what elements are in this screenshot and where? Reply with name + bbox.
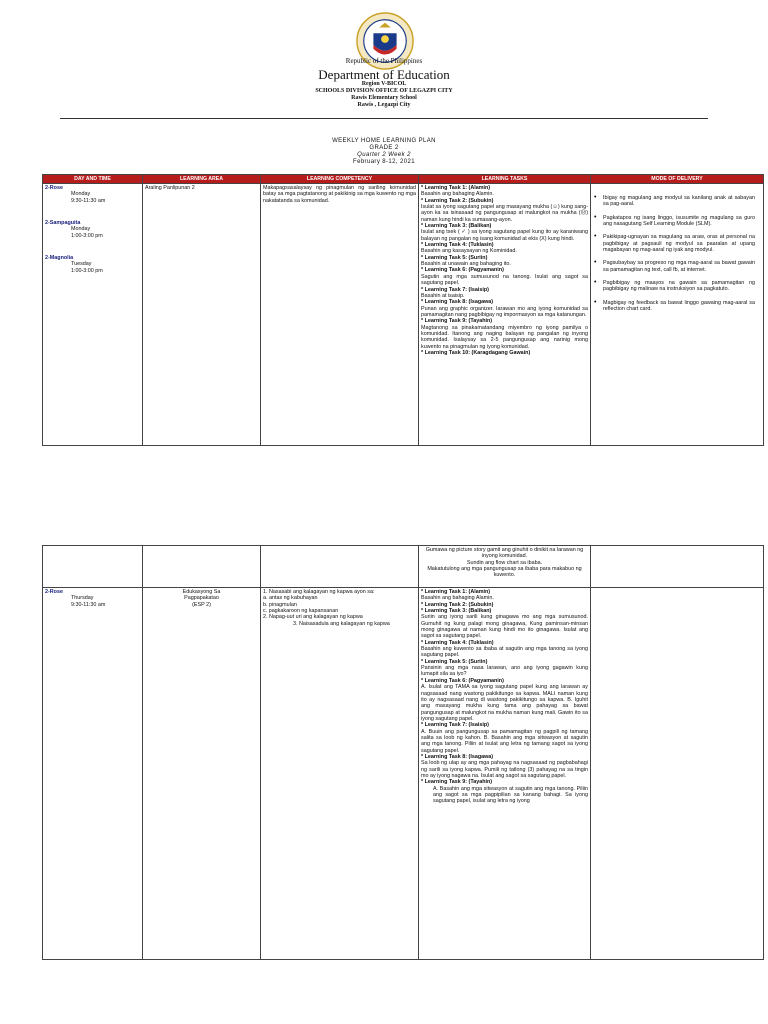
schedule-time: 9:30-11:30 am xyxy=(71,197,106,204)
task-text: Suriin ang iyong sarili kung ginagawa mo ang mga sumusunod. Gumuhit ng kung palagi mong ginagawa, Kung paminsan-minsan mong ginagawa at naman kung hindi mo ito ginagawa. Isulat ang sagot sa sagutang papel. xyxy=(421,614,588,640)
delivery-item: • Magbigay ng feedback sa bawat linggo gawaing mag-aaral sa reflection chart card. xyxy=(603,300,761,313)
learning-plan-table-2 xyxy=(42,545,764,960)
plan-title: WEEKLY HOME LEARNING PLAN xyxy=(332,138,436,144)
task-text: Punan ang graphic organizer. Iarawan mo ang iyong komunidad sa pamamagitan nang pagbibigay ng impormasyon sa mga katanungan. xyxy=(421,305,588,318)
schedule-day: Tuesday xyxy=(71,261,92,268)
delivery-item: • Pagkatapos ng isang linggo, isusumite ng magulang sa guro ang nasagutang Self Learning Module (SLM). xyxy=(603,215,761,228)
task-text: Basahin ang bahaging Alamin. xyxy=(421,191,494,198)
learning-area-cell: Araling Panlipunan 2 xyxy=(143,184,261,446)
area-line: Pagpapakatao xyxy=(184,595,219,602)
delivery-item: • Pagbibigay ng maayos na gawain sa pamamagitan ng pagbibigay ng malinaw na instruksiyon sa pagkatuto. xyxy=(603,280,761,293)
division-line: SCHOOLS DIVISION OFFICE OF LEGAZPI CITY xyxy=(315,88,453,94)
competency-cell xyxy=(261,588,419,960)
competency-line: 3. Naisasadula ang kalagayan ng kapwa xyxy=(293,620,390,627)
school-name: Rawis Elementary School xyxy=(351,95,417,101)
table-row xyxy=(43,546,764,588)
task-label: * Learning Task 3: (Balikan) xyxy=(421,223,492,230)
schedule-time: 1:00-3:00 pm xyxy=(71,267,103,274)
col-header-tasks: LEARNING TASKS xyxy=(419,175,591,184)
col-header-competency: LEARNING COMPETENCY xyxy=(261,175,419,184)
task-text: Sa loob ng ulap ay ang mga pahayag na nagsasaad ng pagbabahagi ng sarili sa iyong kapwa. Pumili ng tatlong (3) pahayag na sa tingin mo ay iyong nagawa na. Isulat ang sagot sa sagutang papel. xyxy=(421,760,588,779)
task-label: * Learning Task 1: (Alamin) xyxy=(421,185,491,191)
col-header-learning-area: LEARNING AREA xyxy=(143,175,261,184)
school-address: Rawis , Legazpi City xyxy=(357,102,411,108)
area-line: Edukasyong Sa xyxy=(182,589,221,595)
task-label: * Learning Task 7: (Isaisip) xyxy=(421,722,489,729)
task-text: Sundin ang flow chart sa ibaba. xyxy=(466,559,543,566)
table-row xyxy=(43,588,764,960)
region-line: Region V-BICOL xyxy=(361,81,407,87)
learning-plan-table-1 xyxy=(42,174,764,446)
empty-cell xyxy=(591,588,764,960)
task-text: Basahin at isaisip. xyxy=(421,292,465,299)
schedule-time: 9:30-11:30 am xyxy=(71,601,106,608)
schedule-time: 1:00-3:00 pm xyxy=(71,232,103,239)
republic-line: Republic of the Philippines xyxy=(345,57,423,65)
task-label: * Learning Task 7: (Isaisip) xyxy=(421,286,489,293)
task-text: Sagutin ang mga sumusunod na tanong. Isulat ang sagot sa sagutang papel. xyxy=(421,273,588,287)
task-label: * Learning Task 8: (Isagawa) xyxy=(421,753,494,760)
task-label: * Learning Task 10: (Karagdagang Gawain) xyxy=(421,349,531,356)
task-text: Gumawa ng picture story gamit ang ginuhit o dinikit na larawan ng inyong komunidad. xyxy=(425,547,584,560)
task-label: * Learning Task 8: (Isagawa) xyxy=(421,299,494,306)
task-text: Basahin ang bahaging Alamin. xyxy=(421,595,494,602)
plan-quarter: Quarter 2 Week 2 xyxy=(357,152,411,158)
delivery-cell xyxy=(591,184,764,446)
schedule-cell xyxy=(43,588,143,960)
task-text: Basahin ang kasaysayan ng Kominidad. xyxy=(421,248,517,255)
task-label: * Learning Task 9: (Tayahin) xyxy=(421,318,493,325)
task-text: A. Buuin ang pangungusap sa pamamagitan ng pagpili ng tamang salita sa loob ng kahon. B. Basahin ang mga sitwasyon at sagutin ang mga tanong. Piliin at isulat ang letra ng tamang sagot sa iyong sagutang papel. xyxy=(421,728,588,754)
table-header-row xyxy=(43,175,764,184)
competency-cell: Makapagsasalaysay ng pinagmulan ng sariling komunidad batay sa mga pagtatanong at pakikinig sa mga kuwento ng mga nakatatanda sa komunidad. xyxy=(261,184,419,446)
learning-area-cell xyxy=(143,588,261,960)
delivery-item: • Pagsubaybay sa progreso ng mga mag-aaral sa bawat gawain sa pamamagitan ng text, call fb, at internet. xyxy=(603,260,761,273)
task-label: * Learning Task 5: (Suriin) xyxy=(421,254,488,261)
task-label: * Learning Task 2: (Subukin) xyxy=(421,601,494,608)
empty-cell xyxy=(43,546,143,588)
task-text: A. Isulat ang TAMA sa iyong sagutang papel kung ang larawan ay nagsasaad nang wastong pakikitungo sa kapwa. MALI naman kung ito ay nagsasaad nang di wastong pakikitungo sa kapwa. B. Iguhit ang masayang mukha kung tama ang pahayag sa bawat pangungusap at malungkot na mukha naman kung mali. Gawin ito sa iyong sagutang papel. xyxy=(421,684,588,722)
task-text: Isulat ang tsek ( ✓ ) sa iyong sagutang papel kung ito ay karaniwang balayan ng pangalan ng isang komunidad at ekis (X) kung hindi. xyxy=(421,229,588,242)
col-header-day-time: DAY AND TIME xyxy=(43,175,143,184)
task-label: * Learning Task 6: (Pagyamanin) xyxy=(421,677,504,684)
task-label: * Learning Task 9: (Tayahin) xyxy=(421,779,493,786)
empty-cell xyxy=(591,546,764,588)
competency-line: b. pinagmulan xyxy=(263,601,297,608)
delivery-item: • Pakikipag-ugnayan sa magulang sa araw, oras at personal na pagbibigay at pagsauli ng modyul sa paaralan at upang magabayan ng mag-aaral ng iyak ang modyul. xyxy=(603,234,761,253)
task-text: Basahin at unawain ang bahaging ito. xyxy=(421,261,511,268)
task-label: * Learning Task 2: (Subukin) xyxy=(421,197,494,204)
task-label: * Learning Task 3: (Balikan) xyxy=(421,608,492,615)
empty-cell xyxy=(261,546,419,588)
task-label: * Learning Task 1: (Alamin) xyxy=(421,589,491,595)
schedule-section: 2-Rose xyxy=(45,589,63,595)
task-text: Basahin ang kuwento sa ibaba at sagutin ang mga tanong sa iyong sagutang papel. xyxy=(421,646,588,659)
task-text: Makatutulong ang mga pangungusap sa ibaba para makabuo ng kuwento. xyxy=(427,566,582,579)
department-name: Department of Education xyxy=(318,67,450,82)
competency-line: 1. Nasasabi ang kalagayan ng kapwa ayon sa: xyxy=(263,589,375,595)
tasks-cell xyxy=(419,546,591,588)
tasks-cell xyxy=(419,184,591,446)
delivery-item: • Ibigay ng magulang ang modyul sa kanilang anak at sabayan sa pag-aaral. xyxy=(603,195,761,208)
col-header-delivery: MODE OF DELIVERY xyxy=(591,175,764,184)
schedule-day: Monday xyxy=(71,226,91,233)
schedule-day: Thursday xyxy=(71,595,94,602)
competency-line: a. antas ng kabuhayan xyxy=(263,595,318,602)
schedule-cell xyxy=(43,184,143,446)
plan-grade: GRADE 2 xyxy=(369,145,399,151)
task-text: A. Basahin ang mga sitwasyon at sagutin ang mga tanong. Piliin ang sagot sa mga pagpipilian sa kanang bahagi. Sa iyong sagutang papel, isulat ang letra ng iyong xyxy=(433,785,588,805)
task-text: Isulat sa iyong sagutang papel ang masayang mukha (☺) kung sang-ayon ka sa isinasaad ng pangungusap at malungkot na mukha (☹) naman kung hindi ka sumasang-ayon. xyxy=(421,204,588,223)
schedule-section: 2-Rose xyxy=(45,185,63,191)
schedule-section: 2-Magnolia xyxy=(45,255,74,262)
plan-dates: February 8-12, 2021 xyxy=(353,159,415,165)
empty-cell xyxy=(143,546,261,588)
competency-line: c. pagkakaroon ng kapansanan xyxy=(263,608,339,615)
task-label: * Learning Task 5: (Suriin) xyxy=(421,658,488,665)
schedule-day: Monday xyxy=(71,191,91,198)
task-label: * Learning Task 6: (Pagyamanin) xyxy=(421,267,504,274)
task-text: Magtanong sa pinakamatandang miyembro ng iyong pamilya o komunidad. Itanong ang naging balayan ng pangalan ng inyong komunidad. Isalaysay sa 2-5 pangungusap ang narinig mong kuwento na pinagmulan ng iyong komunidad. xyxy=(421,324,588,350)
table-row xyxy=(43,184,764,446)
area-line: (ESP 2) xyxy=(192,601,211,608)
task-label: * Learning Task 4: (Tuklasin) xyxy=(421,639,494,646)
tasks-cell xyxy=(419,588,591,960)
header-divider xyxy=(60,118,708,119)
task-text: Pansinin ang mga nasa larawan, ano ang iyong gagawin kung lumapit sila sa iyo? xyxy=(421,665,588,678)
competency-line: 2. Napag-uut uri ang kalagayan ng kapwa xyxy=(263,614,363,621)
schedule-section: 2-Sampaguita xyxy=(45,220,81,227)
task-label: * Learning Task 4: (Tuklasin) xyxy=(421,242,494,249)
